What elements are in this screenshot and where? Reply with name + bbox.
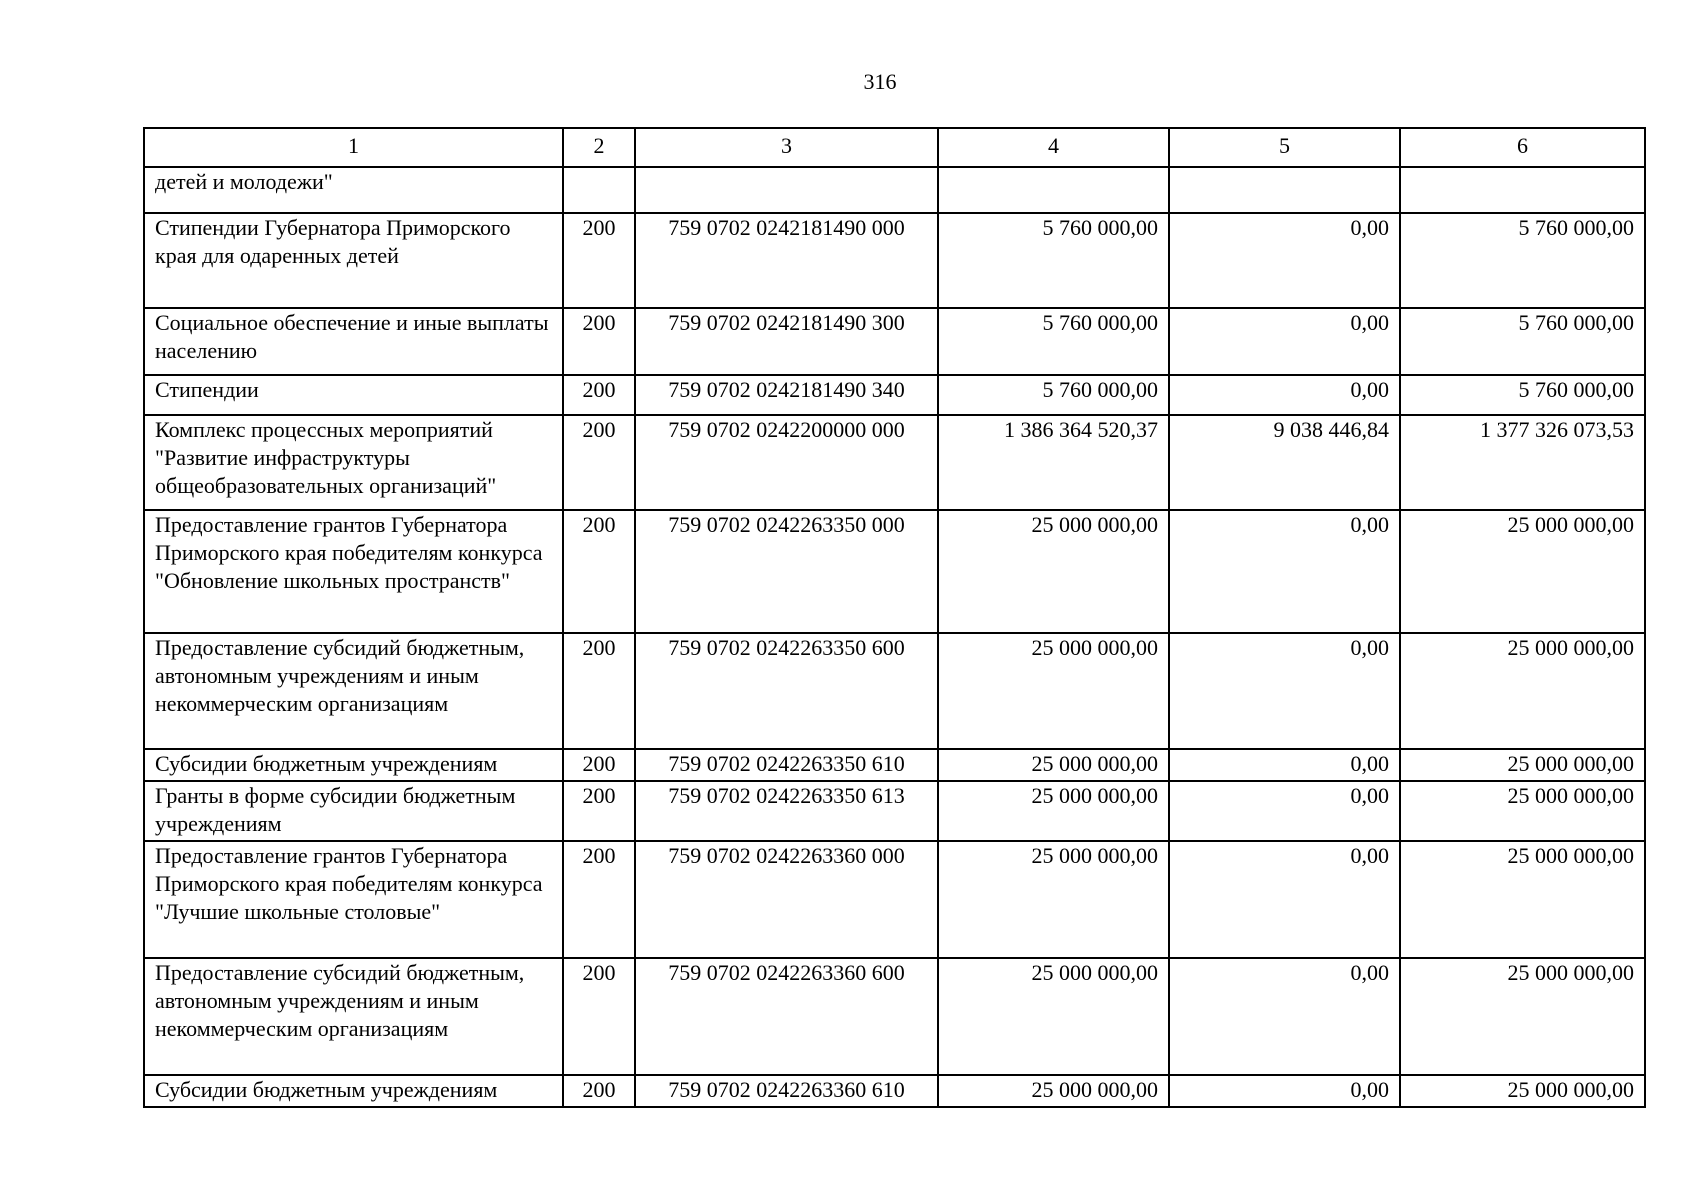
cell-code: 759 0702 0242181490 340 bbox=[635, 375, 938, 415]
cell-grbs: 200 bbox=[563, 375, 635, 415]
cell-grbs: 200 bbox=[563, 510, 635, 633]
cell-amount-change: 0,00 bbox=[1169, 375, 1400, 415]
cell-amount-plan: 1 386 364 520,37 bbox=[938, 415, 1169, 510]
cell-amount-plan: 25 000 000,00 bbox=[938, 1075, 1169, 1107]
cell-amount-total: 25 000 000,00 bbox=[1400, 958, 1645, 1075]
column-header-3: 3 bbox=[635, 128, 938, 167]
table-row bbox=[144, 308, 1645, 375]
cell-amount-change: 0,00 bbox=[1169, 958, 1400, 1075]
cell-grbs: 200 bbox=[563, 1075, 635, 1107]
cell-amount-total: 25 000 000,00 bbox=[1400, 1075, 1645, 1107]
cell-code: 759 0702 0242263350 000 bbox=[635, 510, 938, 633]
cell-grbs: 200 bbox=[563, 213, 635, 308]
cell-amount-change: 9 038 446,84 bbox=[1169, 415, 1400, 510]
cell-name: Гранты в форме субсидии бюджетным учреждениям bbox=[144, 781, 563, 841]
cell-amount-plan: 25 000 000,00 bbox=[938, 781, 1169, 841]
cell-amount-change: 0,00 bbox=[1169, 781, 1400, 841]
cell-name: Социальное обеспечение и иные выплаты населению bbox=[144, 308, 563, 375]
cell-amount-total: 25 000 000,00 bbox=[1400, 781, 1645, 841]
table-row bbox=[144, 633, 1645, 749]
cell-name: Комплекс процессных мероприятий "Развитие инфраструктуры общеобразовательных организаций" bbox=[144, 415, 563, 510]
cell-name: Предоставление грантов Губернатора Приморского края победителям конкурса "Обновление школьных пространств" bbox=[144, 510, 563, 633]
cell-amount-total: 25 000 000,00 bbox=[1400, 749, 1645, 781]
column-header-1: 1 bbox=[144, 128, 563, 167]
cell-amount-change: 0,00 bbox=[1169, 841, 1400, 958]
table-row bbox=[144, 781, 1645, 841]
cell-amount-change: 0,00 bbox=[1169, 510, 1400, 633]
cell-amount-total: 5 760 000,00 bbox=[1400, 213, 1645, 308]
cell-amount-change: 0,00 bbox=[1169, 749, 1400, 781]
table-row bbox=[144, 375, 1645, 415]
cell-amount-total: 5 760 000,00 bbox=[1400, 308, 1645, 375]
cell-grbs: 200 bbox=[563, 958, 635, 1075]
table-body bbox=[144, 167, 1645, 1107]
table-row bbox=[144, 510, 1645, 633]
column-header-4: 4 bbox=[938, 128, 1169, 167]
cell-code: 759 0702 0242263360 610 bbox=[635, 1075, 938, 1107]
cell-name: Субсидии бюджетным учреждениям bbox=[144, 749, 563, 781]
table-row bbox=[144, 958, 1645, 1075]
cell-amount-plan: 25 000 000,00 bbox=[938, 749, 1169, 781]
cell-amount-plan: 5 760 000,00 bbox=[938, 308, 1169, 375]
cell-amount-change: 0,00 bbox=[1169, 308, 1400, 375]
cell-amount-change bbox=[1169, 167, 1400, 213]
cell-amount-plan: 25 000 000,00 bbox=[938, 841, 1169, 958]
cell-amount-total: 1 377 326 073,53 bbox=[1400, 415, 1645, 510]
table-row bbox=[144, 1075, 1645, 1107]
cell-grbs: 200 bbox=[563, 749, 635, 781]
cell-code: 759 0702 0242263360 000 bbox=[635, 841, 938, 958]
column-header-6: 6 bbox=[1400, 128, 1645, 167]
cell-amount-change: 0,00 bbox=[1169, 1075, 1400, 1107]
table-row bbox=[144, 213, 1645, 308]
cell-code bbox=[635, 167, 938, 213]
cell-name: детей и молодежи" bbox=[144, 167, 563, 213]
cell-amount-plan: 5 760 000,00 bbox=[938, 213, 1169, 308]
cell-code: 759 0702 0242181490 300 bbox=[635, 308, 938, 375]
cell-code: 759 0702 0242263350 600 bbox=[635, 633, 938, 749]
cell-grbs bbox=[563, 167, 635, 213]
cell-amount-plan: 25 000 000,00 bbox=[938, 958, 1169, 1075]
table-row bbox=[144, 167, 1645, 213]
cell-grbs: 200 bbox=[563, 633, 635, 749]
table-row bbox=[144, 841, 1645, 958]
column-header-5: 5 bbox=[1169, 128, 1400, 167]
cell-name: Предоставление субсидий бюджетным, автономным учреждениям и иным некоммерческим организациям bbox=[144, 633, 563, 749]
cell-name: Предоставление субсидий бюджетным, автономным учреждениям и иным некоммерческим организациям bbox=[144, 958, 563, 1075]
cell-amount-plan: 5 760 000,00 bbox=[938, 375, 1169, 415]
cell-code: 759 0702 0242263350 610 bbox=[635, 749, 938, 781]
cell-grbs: 200 bbox=[563, 308, 635, 375]
cell-amount-total: 5 760 000,00 bbox=[1400, 375, 1645, 415]
cell-code: 759 0702 0242200000 000 bbox=[635, 415, 938, 510]
column-header-2: 2 bbox=[563, 128, 635, 167]
cell-code: 759 0702 0242181490 000 bbox=[635, 213, 938, 308]
page-number: 316 bbox=[863, 69, 897, 94]
cell-amount-plan: 25 000 000,00 bbox=[938, 633, 1169, 749]
cell-name: Предоставление грантов Губернатора Приморского края победителям конкурса "Лучшие школьные столовые" bbox=[144, 841, 563, 958]
cell-amount-total: 25 000 000,00 bbox=[1400, 841, 1645, 958]
cell-name: Стипендии bbox=[144, 375, 563, 415]
cell-grbs: 200 bbox=[563, 841, 635, 958]
header-row bbox=[144, 128, 1645, 167]
table-row bbox=[144, 415, 1645, 510]
cell-amount-total: 25 000 000,00 bbox=[1400, 633, 1645, 749]
cell-name: Стипендии Губернатора Приморского края для одаренных детей bbox=[144, 213, 563, 308]
cell-amount-change: 0,00 bbox=[1169, 633, 1400, 749]
cell-grbs: 200 bbox=[563, 415, 635, 510]
budget-table bbox=[143, 127, 1646, 1108]
cell-code: 759 0702 0242263350 613 bbox=[635, 781, 938, 841]
cell-amount-plan: 25 000 000,00 bbox=[938, 510, 1169, 633]
cell-amount-plan bbox=[938, 167, 1169, 213]
cell-grbs: 200 bbox=[563, 781, 635, 841]
cell-name: Субсидии бюджетным учреждениям bbox=[144, 1075, 563, 1107]
cell-amount-total bbox=[1400, 167, 1645, 213]
table-row bbox=[144, 749, 1645, 781]
cell-amount-total: 25 000 000,00 bbox=[1400, 510, 1645, 633]
cell-code: 759 0702 0242263360 600 bbox=[635, 958, 938, 1075]
cell-amount-change: 0,00 bbox=[1169, 213, 1400, 308]
